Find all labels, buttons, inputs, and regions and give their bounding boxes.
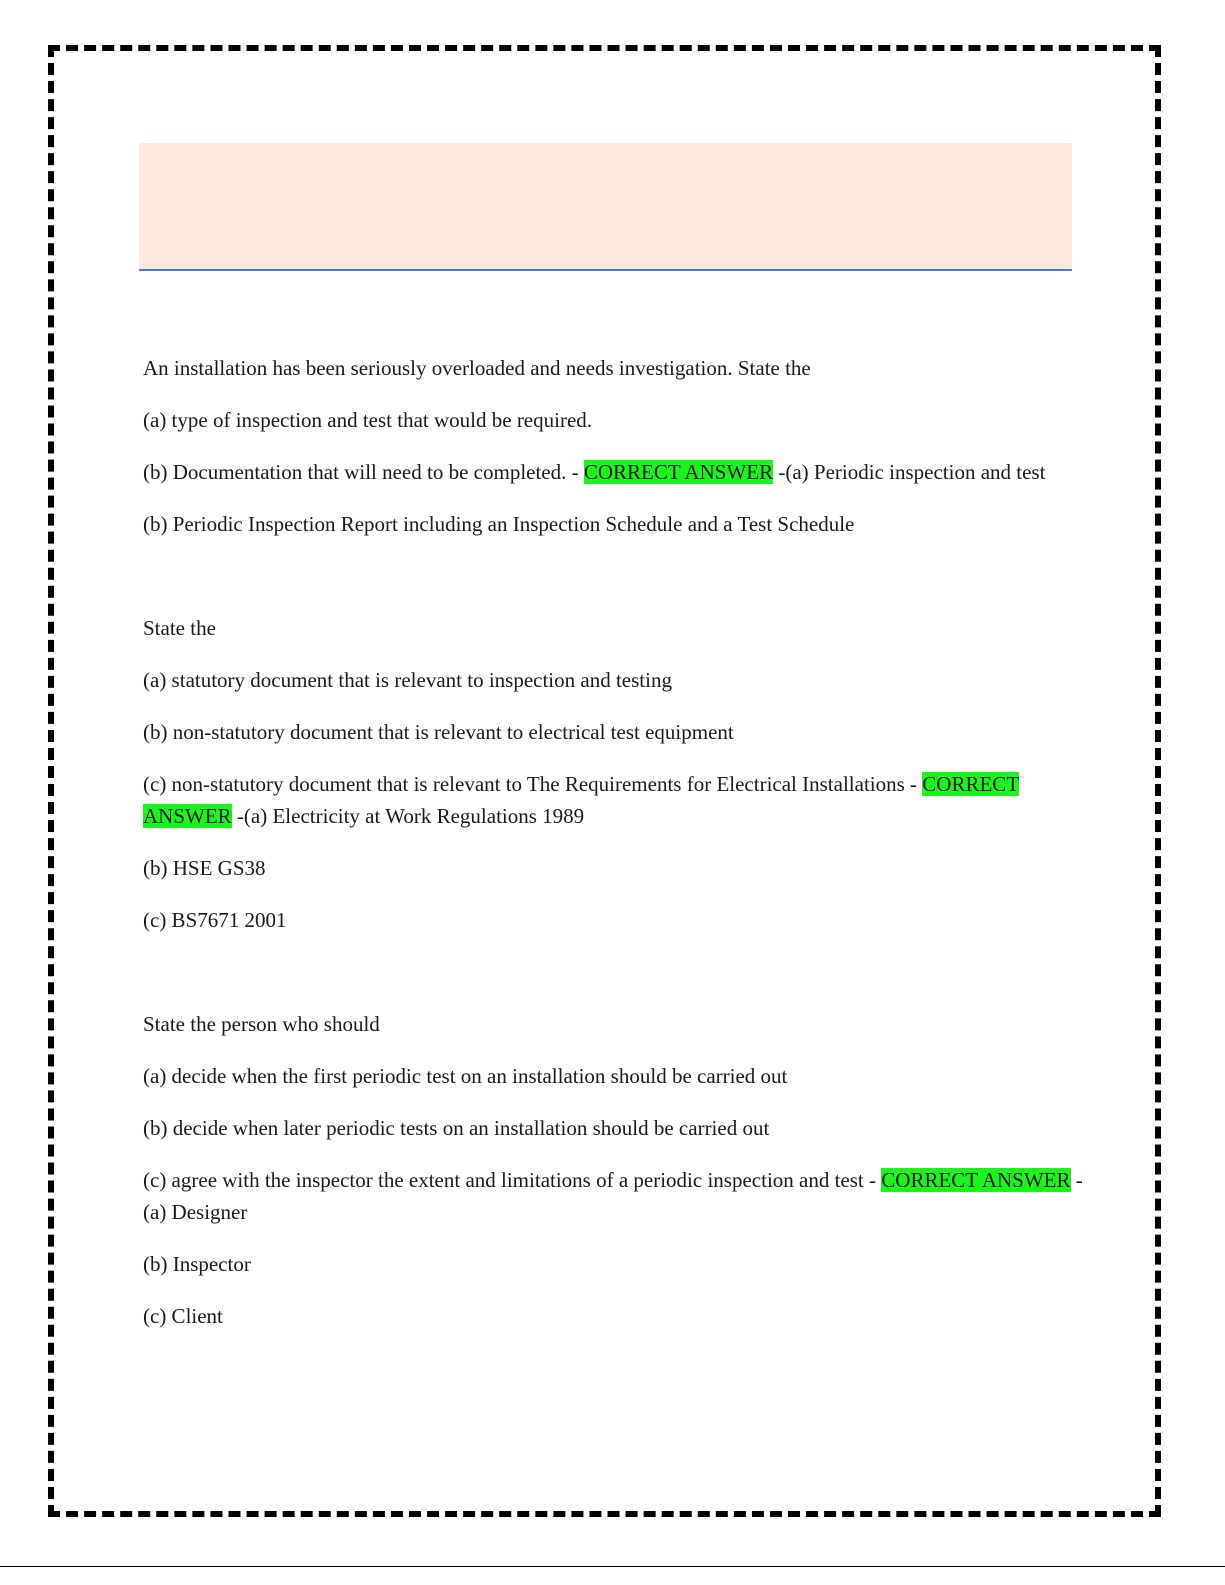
block-spacer — [143, 560, 1083, 612]
answer-line — [143, 456, 1083, 488]
answer-line: (c) Client — [143, 1304, 223, 1328]
question-block — [143, 352, 1083, 540]
answer-lead: (c) agree with the inspector the extent and limitations of a periodic inspection and test - — [143, 1168, 882, 1192]
correct-answer-highlight: CORRECT ANSWER — [143, 772, 1020, 828]
answer-line — [143, 1164, 1083, 1228]
answer-line — [143, 768, 1083, 832]
answer-lead: (c) non-statutory document that is relevant to The Requirements for Electrical Installations - — [143, 772, 923, 796]
header-band — [139, 143, 1072, 271]
question-line: State the person who should — [143, 1012, 380, 1036]
answer-text: -(a) Designer — [143, 1168, 1083, 1224]
answer-lead: (b) Documentation that will need to be completed. - — [143, 460, 584, 484]
question-line: (b) non-statutory document that is relevant to electrical test equipment — [143, 720, 734, 744]
question-block — [143, 1008, 1083, 1332]
correct-answer-highlight: CORRECT ANSWER — [881, 1168, 1071, 1192]
answer-text: -(a) Electricity at Work Regulations 1989 — [231, 804, 585, 828]
answer-text: -(a) Periodic inspection and test — [773, 460, 1046, 484]
answer-line: (b) HSE GS38 — [143, 856, 266, 880]
page-bottom-rule — [0, 1566, 1225, 1567]
question-line: (a) type of inspection and test that would be required. — [143, 408, 593, 432]
answer-line: (b) Periodic Inspection Report including an Inspection Schedule and a Test Schedule — [143, 512, 855, 536]
question-line: State the — [143, 616, 216, 640]
question-line: (a) statutory document that is relevant to inspection and testing — [143, 668, 672, 692]
correct-answer-highlight: CORRECT ANSWER — [583, 460, 774, 484]
document-body — [143, 352, 1083, 1352]
answer-line: (b) Inspector — [143, 1252, 251, 1276]
question-line: (b) decide when later periodic tests on an installation should be carried out — [143, 1116, 770, 1140]
question-block — [143, 612, 1083, 936]
answer-line: (c) BS7671 2001 — [143, 908, 287, 932]
question-line: An installation has been seriously overloaded and needs investigation. State the — [143, 356, 811, 380]
block-spacer — [143, 956, 1083, 1008]
question-line: (a) decide when the first periodic test on an installation should be carried out — [143, 1064, 788, 1088]
